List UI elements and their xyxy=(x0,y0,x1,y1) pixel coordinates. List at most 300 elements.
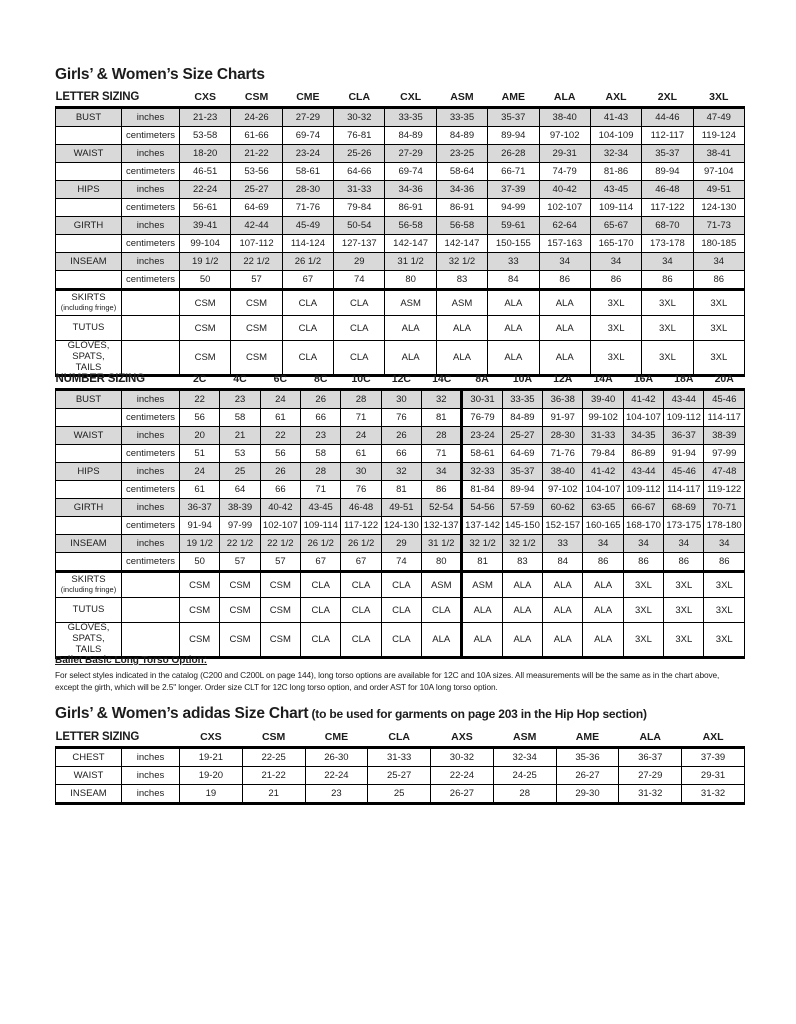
size-value-cell: CSM xyxy=(231,316,282,341)
size-value-cell: 23 xyxy=(220,390,260,409)
size-value-cell: 34 xyxy=(642,253,693,271)
unit-label: centimeters xyxy=(122,481,180,499)
size-column-header: 12C xyxy=(381,371,421,390)
measurement-label xyxy=(56,235,122,253)
size-value-cell: CLA xyxy=(334,341,385,376)
size-value-cell: 32-34 xyxy=(493,748,556,767)
measurement-row xyxy=(56,127,745,145)
size-value-cell: 47-48 xyxy=(704,463,745,481)
size-column-header: AXS xyxy=(431,729,494,748)
size-column-header: CSM xyxy=(231,89,282,108)
garment-label xyxy=(56,572,122,598)
size-value-cell: 26-28 xyxy=(488,145,539,163)
garment-label-line: TAILS xyxy=(75,361,102,373)
size-value-cell: 180-185 xyxy=(693,235,744,253)
size-value-cell: CLA xyxy=(301,598,341,623)
size-value-cell: CLA xyxy=(341,598,381,623)
size-value-cell: 114-124 xyxy=(282,235,333,253)
size-value-cell: 66 xyxy=(381,445,421,463)
size-value-cell: 26 1/2 xyxy=(282,253,333,271)
ballet-note-heading: Ballet Basic Long Torso Option: xyxy=(55,655,208,666)
size-value-cell: 104-107 xyxy=(583,481,623,499)
size-value-cell: 27-29 xyxy=(385,145,436,163)
size-value-cell: 81 xyxy=(462,553,502,572)
size-value-cell: 22-24 xyxy=(431,767,494,785)
unit-label: inches xyxy=(122,390,180,409)
size-value-cell: CLA xyxy=(334,316,385,341)
size-value-cell: 132-137 xyxy=(422,517,462,535)
size-value-cell: 67 xyxy=(301,553,341,572)
size-value-cell: 43-45 xyxy=(301,499,341,517)
garment-label-line: TUTUS xyxy=(72,603,105,615)
size-value-cell: 32 xyxy=(422,390,462,409)
size-column-header: 8A xyxy=(462,371,502,390)
size-value-cell: 28 xyxy=(422,427,462,445)
size-value-cell: 23-24 xyxy=(282,145,333,163)
measurement-label: INSEAM xyxy=(56,785,122,804)
size-value-cell: 3XL xyxy=(664,598,704,623)
garment-label-line: SKIRTS xyxy=(71,574,106,586)
measurement-label: CHEST xyxy=(56,748,122,767)
size-value-cell: 51 xyxy=(180,445,220,463)
size-value-cell: 58-61 xyxy=(462,445,502,463)
garment-size-row xyxy=(56,290,745,316)
size-value-cell: 3XL xyxy=(704,572,745,598)
size-value-cell: 26 xyxy=(381,427,421,445)
size-value-cell: 80 xyxy=(422,553,462,572)
measurement-row xyxy=(56,145,745,163)
size-column-header: 10C xyxy=(341,371,381,390)
garment-label-line: GLOVES, SPATS, xyxy=(67,622,110,644)
size-value-cell: 24-26 xyxy=(231,108,282,127)
size-value-cell: 43-45 xyxy=(590,181,641,199)
size-column-header: 4C xyxy=(220,371,260,390)
size-value-cell: 66 xyxy=(260,481,300,499)
size-value-cell: 86 xyxy=(642,271,693,290)
measurement-row xyxy=(56,235,745,253)
size-value-cell: ALA xyxy=(502,572,542,598)
size-value-cell: 30 xyxy=(341,463,381,481)
size-column-header: ALA xyxy=(619,729,682,748)
size-value-cell: 46-48 xyxy=(642,181,693,199)
size-value-cell: 38-41 xyxy=(693,145,744,163)
size-value-cell: 3XL xyxy=(642,341,693,376)
unit-label: inches xyxy=(122,535,180,553)
size-column-header: 10A xyxy=(502,371,542,390)
garment-label-line: TUTUS xyxy=(72,321,105,333)
size-value-cell: 19-21 xyxy=(180,748,243,767)
size-value-cell: 86-89 xyxy=(623,445,663,463)
garment-size-row xyxy=(56,623,745,658)
measurement-label: HIPS xyxy=(56,181,122,199)
size-value-cell: 21-22 xyxy=(242,767,305,785)
size-value-cell: 117-122 xyxy=(642,199,693,217)
size-value-cell: 41-43 xyxy=(590,108,641,127)
size-value-cell: ALA xyxy=(543,623,583,658)
measurement-label: GIRTH xyxy=(56,217,122,235)
unit-label: inches xyxy=(122,748,180,767)
size-value-cell: 21-23 xyxy=(180,108,231,127)
unit-label: centimeters xyxy=(122,127,180,145)
size-value-cell: 68-70 xyxy=(642,217,693,235)
table-header-row xyxy=(56,89,745,108)
size-value-cell: ALA xyxy=(385,341,436,376)
size-value-cell: 97-102 xyxy=(539,127,590,145)
size-value-cell: 36-37 xyxy=(664,427,704,445)
size-value-cell: 26 1/2 xyxy=(301,535,341,553)
size-value-cell: 34 xyxy=(422,463,462,481)
size-value-cell: 71 xyxy=(341,409,381,427)
measurement-row xyxy=(56,390,745,409)
size-value-cell: ALA xyxy=(543,598,583,623)
size-value-cell: 54-56 xyxy=(462,499,502,517)
size-value-cell: 76 xyxy=(381,409,421,427)
size-value-cell: 50-54 xyxy=(334,217,385,235)
table-corner-label: NUMBER SIZING xyxy=(56,371,180,390)
size-value-cell: CSM xyxy=(180,572,220,598)
empty-unit-cell xyxy=(122,316,180,341)
size-column-header: 14C xyxy=(422,371,462,390)
size-value-cell: ALA xyxy=(583,572,623,598)
size-value-cell: 74 xyxy=(381,553,421,572)
size-value-cell: CSM xyxy=(180,623,220,658)
size-value-cell: CSM xyxy=(220,623,260,658)
size-value-cell: 23 xyxy=(305,785,368,804)
measurement-label xyxy=(56,127,122,145)
measurement-row xyxy=(56,445,745,463)
size-column-header: 3XL xyxy=(693,89,744,108)
size-value-cell: 22 1/2 xyxy=(260,535,300,553)
size-value-cell: 53 xyxy=(220,445,260,463)
measurement-row xyxy=(56,748,745,767)
size-value-cell: 61-66 xyxy=(231,127,282,145)
size-value-cell: 35-36 xyxy=(556,748,619,767)
size-value-cell: 45-49 xyxy=(282,217,333,235)
size-value-cell: 46-51 xyxy=(180,163,231,181)
unit-label: centimeters xyxy=(122,409,180,427)
size-value-cell: 49-51 xyxy=(693,181,744,199)
size-value-cell: 97-99 xyxy=(220,517,260,535)
size-column-header: CLA xyxy=(334,89,385,108)
size-value-cell: 104-109 xyxy=(590,127,641,145)
measurement-label xyxy=(56,445,122,463)
size-value-cell: ALA xyxy=(462,598,502,623)
size-value-cell: 34 xyxy=(539,253,590,271)
size-value-cell: 58-64 xyxy=(436,163,487,181)
empty-unit-cell xyxy=(122,598,180,623)
size-value-cell: 71-76 xyxy=(282,199,333,217)
garment-label-line: SKIRTS xyxy=(71,292,106,304)
size-value-cell: 38-40 xyxy=(543,463,583,481)
size-column-header: 14A xyxy=(583,371,623,390)
size-value-cell: ALA xyxy=(583,623,623,658)
unit-label: inches xyxy=(122,108,180,127)
size-value-cell: 28 xyxy=(493,785,556,804)
size-value-cell: ASM xyxy=(436,290,487,316)
size-value-cell: 34-36 xyxy=(436,181,487,199)
garment-label-line: GLOVES, SPATS, xyxy=(67,340,110,362)
size-value-cell: 104-107 xyxy=(623,409,663,427)
size-value-cell: 60-62 xyxy=(543,499,583,517)
size-column-header: 16A xyxy=(623,371,663,390)
size-value-cell: 61 xyxy=(341,445,381,463)
size-value-cell: 28-30 xyxy=(282,181,333,199)
size-column-header: 20A xyxy=(704,371,745,390)
size-value-cell: 19-20 xyxy=(180,767,243,785)
size-value-cell: 86 xyxy=(704,553,745,572)
size-value-cell: 28 xyxy=(341,390,381,409)
size-value-cell: 86-91 xyxy=(436,199,487,217)
size-value-cell: 42-44 xyxy=(231,217,282,235)
size-value-cell: 26 1/2 xyxy=(341,535,381,553)
size-value-cell: 124-130 xyxy=(381,517,421,535)
measurement-row xyxy=(56,253,745,271)
size-value-cell: 107-112 xyxy=(231,235,282,253)
size-value-cell: 97-104 xyxy=(693,163,744,181)
size-value-cell: 152-157 xyxy=(543,517,583,535)
size-value-cell: 109-112 xyxy=(664,409,704,427)
size-value-cell: 94-99 xyxy=(488,199,539,217)
size-value-cell: 31-33 xyxy=(334,181,385,199)
size-value-cell: CSM xyxy=(231,290,282,316)
size-value-cell: CSM xyxy=(180,316,231,341)
size-value-cell: 83 xyxy=(436,271,487,290)
size-value-cell: 64 xyxy=(220,481,260,499)
size-value-cell: 102-107 xyxy=(539,199,590,217)
size-value-cell: 68-69 xyxy=(664,499,704,517)
measurement-row xyxy=(56,108,745,127)
size-value-cell: ALA xyxy=(436,341,487,376)
size-value-cell: 25 xyxy=(368,785,431,804)
number-sizing-table xyxy=(55,371,745,659)
size-value-cell: 23-25 xyxy=(436,145,487,163)
size-column-header: 8C xyxy=(301,371,341,390)
size-value-cell: CLA xyxy=(341,572,381,598)
size-value-cell: 29-31 xyxy=(682,767,745,785)
size-value-cell: 178-180 xyxy=(704,517,745,535)
measurement-row xyxy=(56,271,745,290)
adidas-chart-title-note: (to be used for garments on page 203 in the Hip Hop section) xyxy=(308,707,647,721)
size-value-cell: 52-54 xyxy=(422,499,462,517)
size-value-cell: 37-39 xyxy=(488,181,539,199)
size-value-cell: 56-58 xyxy=(436,217,487,235)
size-value-cell: ALA xyxy=(539,290,590,316)
size-value-cell: 19 1/2 xyxy=(180,253,231,271)
size-value-cell: 41-42 xyxy=(583,463,623,481)
size-value-cell: CLA xyxy=(381,598,421,623)
size-value-cell: 91-97 xyxy=(543,409,583,427)
size-value-cell: 79-84 xyxy=(334,199,385,217)
unit-label: inches xyxy=(122,463,180,481)
measurement-label xyxy=(56,553,122,572)
unit-label: centimeters xyxy=(122,163,180,181)
size-value-cell: 74 xyxy=(334,271,385,290)
empty-unit-cell xyxy=(122,290,180,316)
size-value-cell: 57 xyxy=(231,271,282,290)
garment-label-line: TAILS xyxy=(75,643,102,655)
size-value-cell: 173-178 xyxy=(642,235,693,253)
size-value-cell: 97-102 xyxy=(543,481,583,499)
size-value-cell: ALA xyxy=(539,316,590,341)
measurement-row xyxy=(56,217,745,235)
size-value-cell: 71 xyxy=(422,445,462,463)
size-column-header: AME xyxy=(488,89,539,108)
size-value-cell: 64-66 xyxy=(334,163,385,181)
size-value-cell: 36-37 xyxy=(180,499,220,517)
size-value-cell: 33-35 xyxy=(502,390,542,409)
garment-label xyxy=(56,316,122,341)
size-value-cell: 109-114 xyxy=(301,517,341,535)
size-column-header: CSM xyxy=(242,729,305,748)
size-value-cell: CLA xyxy=(334,290,385,316)
size-value-cell: CLA xyxy=(301,623,341,658)
size-value-cell: 50 xyxy=(180,553,220,572)
size-value-cell: 26-30 xyxy=(305,748,368,767)
size-value-cell: 119-124 xyxy=(693,127,744,145)
measurement-label: INSEAM xyxy=(56,253,122,271)
size-value-cell: 76-81 xyxy=(334,127,385,145)
size-value-cell: 63-65 xyxy=(583,499,623,517)
size-value-cell: CLA xyxy=(282,316,333,341)
unit-label: inches xyxy=(122,767,180,785)
size-value-cell: ALA xyxy=(385,316,436,341)
adidas-chart-title-text: Girls’ & Women’s adidas Size Chart xyxy=(55,705,309,722)
size-value-cell: 34 xyxy=(664,535,704,553)
measurement-label xyxy=(56,409,122,427)
size-value-cell: 109-112 xyxy=(623,481,663,499)
size-value-cell: ALA xyxy=(488,341,539,376)
size-value-cell: ASM xyxy=(462,572,502,598)
measurement-row xyxy=(56,481,745,499)
unit-label: centimeters xyxy=(122,271,180,290)
unit-label: inches xyxy=(122,253,180,271)
size-value-cell: 38-39 xyxy=(704,427,745,445)
size-column-header: CXS xyxy=(180,89,231,108)
size-value-cell: 99-104 xyxy=(180,235,231,253)
size-value-cell: 117-122 xyxy=(341,517,381,535)
size-value-cell: 109-114 xyxy=(590,199,641,217)
size-value-cell: 37-39 xyxy=(682,748,745,767)
size-value-cell: ALA xyxy=(488,290,539,316)
size-value-cell: CSM xyxy=(180,290,231,316)
size-value-cell: 30-31 xyxy=(462,390,502,409)
size-value-cell: 56-61 xyxy=(180,199,231,217)
size-value-cell: 3XL xyxy=(704,598,745,623)
size-value-cell: 20 xyxy=(180,427,220,445)
size-value-cell: 58 xyxy=(301,445,341,463)
size-value-cell: 34-35 xyxy=(623,427,663,445)
size-value-cell: 26-27 xyxy=(431,785,494,804)
size-value-cell: ASM xyxy=(422,572,462,598)
size-value-cell: 67 xyxy=(282,271,333,290)
size-value-cell: 83 xyxy=(502,553,542,572)
size-value-cell: 71-76 xyxy=(543,445,583,463)
size-value-cell: 112-117 xyxy=(642,127,693,145)
size-value-cell: ALA xyxy=(502,598,542,623)
size-value-cell: ASM xyxy=(385,290,436,316)
ballet-note-line2: except the girth, which will be 2.5" longer. Order size CLT for 12C long torso option, and order AST for 10A long torso option. xyxy=(55,682,498,693)
size-value-cell: 26 xyxy=(301,390,341,409)
size-value-cell: CLA xyxy=(301,572,341,598)
size-value-cell: ALA xyxy=(488,316,539,341)
size-value-cell: 70-71 xyxy=(704,499,745,517)
size-value-cell: ALA xyxy=(543,572,583,598)
size-value-cell: 137-142 xyxy=(462,517,502,535)
size-column-header: CXL xyxy=(385,89,436,108)
size-column-header: 2C xyxy=(180,371,220,390)
measurement-row xyxy=(56,535,745,553)
measurement-label: WAIST xyxy=(56,427,122,445)
size-column-header: AME xyxy=(556,729,619,748)
size-value-cell: 23-24 xyxy=(462,427,502,445)
size-value-cell: CLA xyxy=(282,341,333,376)
size-value-cell: 31-33 xyxy=(583,427,623,445)
size-value-cell: CLA xyxy=(422,598,462,623)
size-value-cell: 76-79 xyxy=(462,409,502,427)
size-value-cell: 56 xyxy=(180,409,220,427)
size-column-header: CLA xyxy=(368,729,431,748)
size-value-cell: 157-163 xyxy=(539,235,590,253)
size-value-cell: 91-94 xyxy=(180,517,220,535)
size-column-header: CME xyxy=(282,89,333,108)
garment-size-row xyxy=(56,598,745,623)
measurement-row xyxy=(56,199,745,217)
size-value-cell: 86 xyxy=(590,271,641,290)
garment-label xyxy=(56,598,122,623)
unit-label: centimeters xyxy=(122,445,180,463)
size-value-cell: CLA xyxy=(381,623,421,658)
size-value-cell: 69-74 xyxy=(385,163,436,181)
unit-label: inches xyxy=(122,145,180,163)
size-value-cell: 45-46 xyxy=(704,390,745,409)
size-value-cell: 27-29 xyxy=(619,767,682,785)
size-value-cell: 61 xyxy=(180,481,220,499)
ballet-long-torso-note xyxy=(55,655,745,693)
size-value-cell: 79-84 xyxy=(583,445,623,463)
size-value-cell: 3XL xyxy=(623,598,663,623)
size-value-cell: CSM xyxy=(180,341,231,376)
size-column-header: AXL xyxy=(590,89,641,108)
size-column-header: 12A xyxy=(543,371,583,390)
size-value-cell: 56-58 xyxy=(385,217,436,235)
size-value-cell: 22-25 xyxy=(242,748,305,767)
measurement-label xyxy=(56,481,122,499)
size-value-cell: 86 xyxy=(664,553,704,572)
size-value-cell: 3XL xyxy=(693,341,744,376)
measurement-row xyxy=(56,767,745,785)
size-value-cell: 39-40 xyxy=(583,390,623,409)
size-value-cell: 40-42 xyxy=(539,181,590,199)
size-value-cell: 53-56 xyxy=(231,163,282,181)
measurement-row xyxy=(56,463,745,481)
size-value-cell: 71-73 xyxy=(693,217,744,235)
size-value-cell: 150-155 xyxy=(488,235,539,253)
size-value-cell: CSM xyxy=(260,623,300,658)
size-value-cell: 34 xyxy=(693,253,744,271)
size-value-cell: 71 xyxy=(301,481,341,499)
size-value-cell: CSM xyxy=(260,598,300,623)
size-value-cell: CSM xyxy=(220,598,260,623)
size-value-cell: 3XL xyxy=(693,316,744,341)
size-value-cell: 124-130 xyxy=(693,199,744,217)
size-value-cell: 21 xyxy=(242,785,305,804)
size-value-cell: 81 xyxy=(381,481,421,499)
adidas-chart-title xyxy=(55,705,647,723)
size-value-cell: 91-94 xyxy=(664,445,704,463)
size-value-cell: CSM xyxy=(231,341,282,376)
size-value-cell: 57 xyxy=(260,553,300,572)
size-value-cell: 24-25 xyxy=(493,767,556,785)
